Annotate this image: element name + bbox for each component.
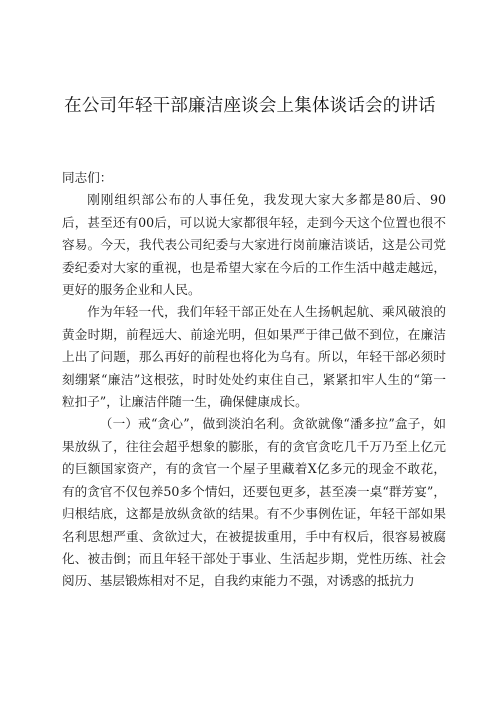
paragraph-1: 刚刚组织部公布的人事任免，我发现大家大多都是80后、90后，甚至还有00后，可以说大家都很年轻，走到今天这个位置也很不容易。今天，我代表公司纪委与大家进行岗前廉洁谈话，这是公司党委纪委对大家的重视，也是希望大家在今后的工作生活中越走越远，更好的服务企业和人民。	[62, 192, 446, 298]
paragraph-2: 作为年轻一代，我们年轻干部正处在人生扬帆起航、乘风破浪的黄金时期，前程远大、前途光明，但如果严于律己做不到位，在廉洁上出了问题，那么再好的前程也将化为乌有。所以，年轻干部必须时刻绷紧“廉洁”这根弦，时时处处约束住自己，紧紧扣牢人生的“第一粒扣子”，让廉洁伴随一生，确保健康成长。	[62, 304, 446, 410]
paragraph-3: （一）戒“贪心”，做到淡泊名利。贪欲就像“潘多拉”盒子，如果放纵了，往往会超乎想象的膨胀，有的贪官贪吃几千万乃至上亿元的巨额国家资产，有的贪官一个屋子里藏着X亿多元的现金不敢花，有的贪官不仅包养50多个情妇，还要包更多，甚至凑一桌“群芳宴”，归根结底，这都是放纵贪欲的结果。有不少事例佐证，年轻干部如果名利思想严重、贪欲过大，在被提拔重用，手中有权后，很容易被腐化、被击倒；而且年轻干部处于事业、生活起步期，党性历练、社会阅历、基层锻炼相对不足，自我约束能力不强，对诱惑的抵抗力	[62, 416, 446, 589]
salutation: 同志们：	[62, 170, 113, 185]
document-body	[62, 167, 446, 593]
document-title: 在公司年轻干部廉洁座谈会上集体谈话会的讲话	[64, 96, 436, 116]
